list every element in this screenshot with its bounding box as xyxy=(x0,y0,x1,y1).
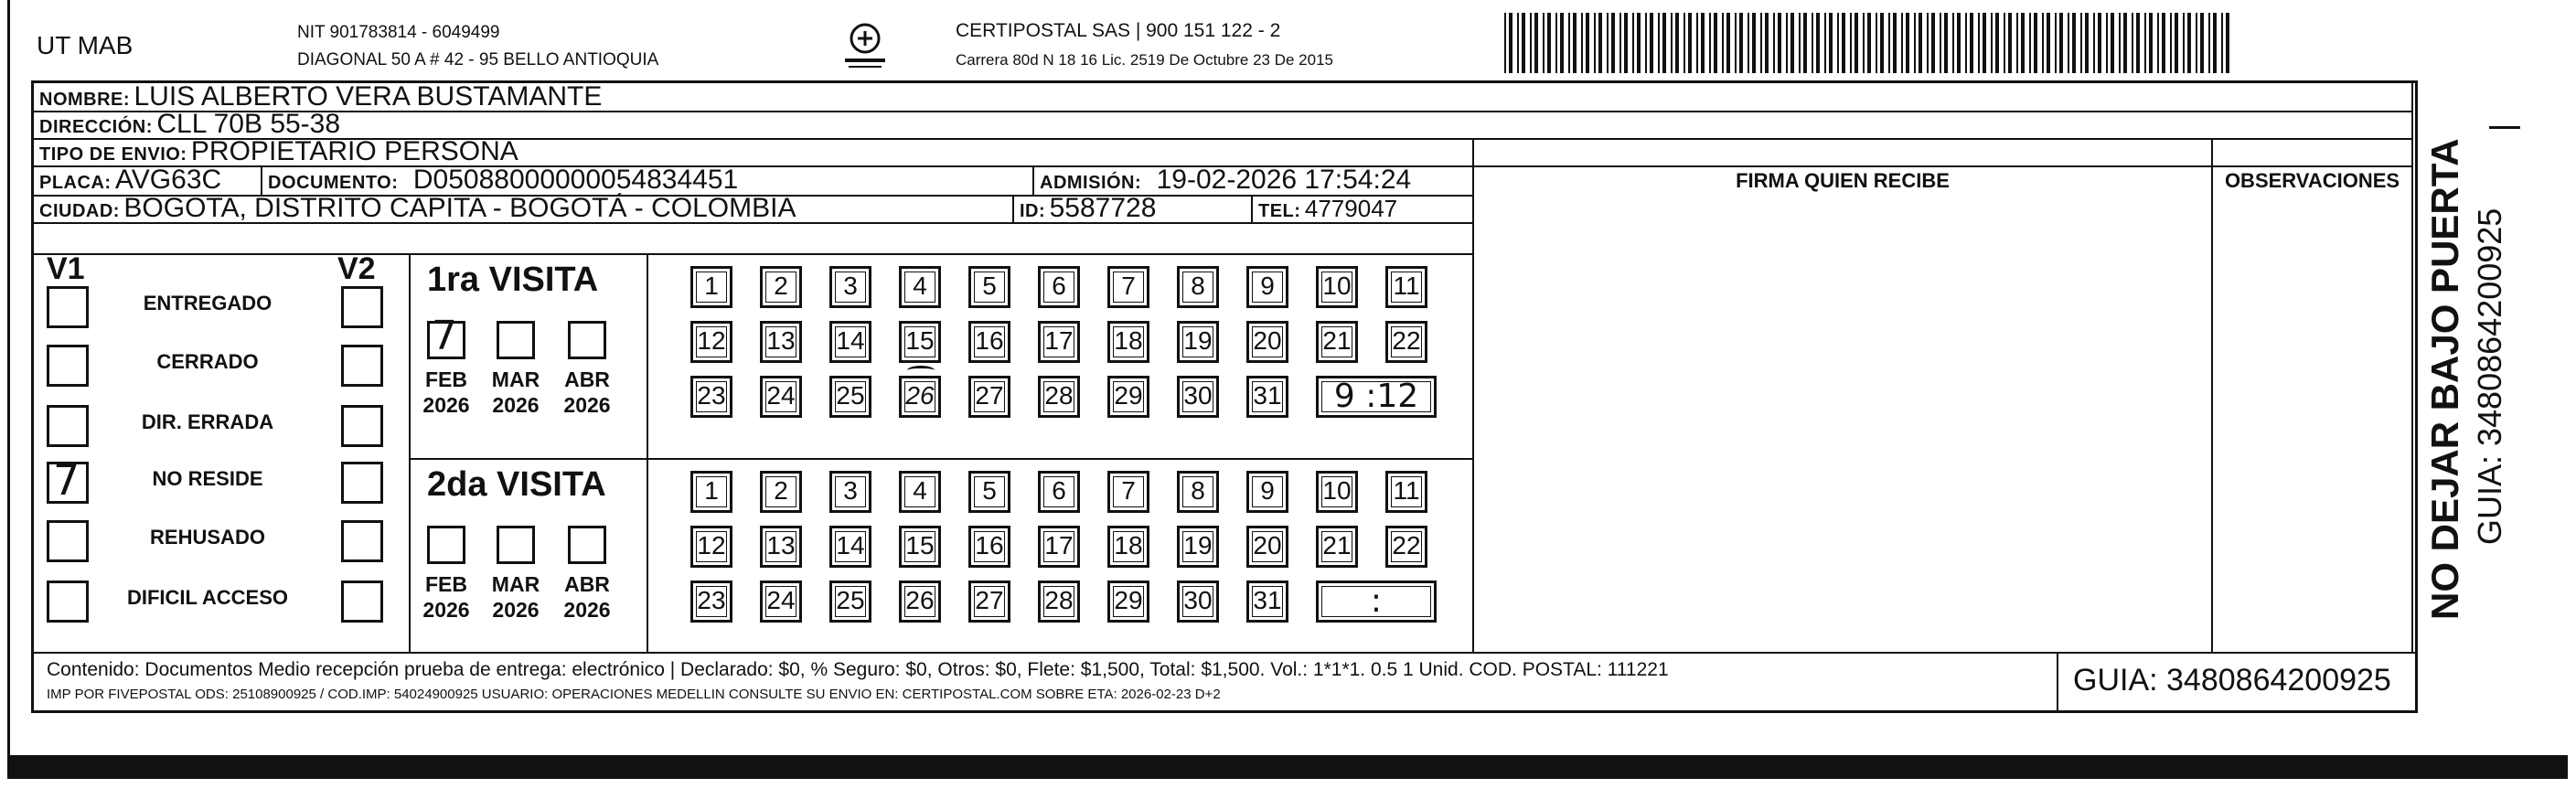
month-label: FEB 2026 xyxy=(422,368,470,417)
observaciones-header: OBSERVACIONES xyxy=(2224,169,2400,192)
visit-title: 2da VISITA xyxy=(427,465,606,504)
barcode-bar xyxy=(2157,13,2159,73)
barcode-bar xyxy=(2055,13,2057,73)
day-box[interactable]: 20 xyxy=(1246,321,1288,363)
barcode-bar xyxy=(1568,13,1570,73)
barcode-bar xyxy=(2008,13,2012,73)
day-box[interactable]: 5 xyxy=(968,266,1010,308)
month-label: ABR 2026 xyxy=(563,572,611,622)
margin-mark xyxy=(2489,126,2520,129)
barcode-bar xyxy=(1906,13,1909,73)
barcode-bar xyxy=(2170,13,2172,73)
day-box[interactable]: 14 xyxy=(829,321,871,363)
barcode-bar xyxy=(2119,13,2121,73)
day-box[interactable]: 13 xyxy=(760,526,802,568)
footer-contents: Contenido: Documentos Medio recepción prueba de entrega: electrónico | Declarado: $0, % Seguro: $0, Otros: $0, Flete: $1,500, Total: $1,500. Vol.: 1*1*1. 0.5 1 Unid. COD. POSTAL: 111221 xyxy=(47,659,1669,680)
ciudad-label: CIUDAD: xyxy=(39,201,120,221)
footer-print-info: IMP POR FIVEPOSTAL ODS: 25108900925 / COD.IMP: 54024900925 USUARIO: OPERACIONES MEDELLIN CONSULTE SU ENVIO EN: CERTIPOSTAL.COM SOBRE ETA: 2026-02-23 D+2 xyxy=(47,687,1221,702)
status-v2-checkbox[interactable] xyxy=(341,345,383,387)
day-box[interactable]: 20 xyxy=(1246,526,1288,568)
day-box[interactable]: 8 xyxy=(1177,471,1219,513)
day-box[interactable]: 31 xyxy=(1246,376,1288,418)
day-box[interactable]: 13 xyxy=(760,321,802,363)
status-option-label: NO RESIDE xyxy=(152,467,263,490)
footer-guia: GUIA: 3480864200925 xyxy=(2073,663,2391,698)
barcode-bar xyxy=(1983,13,1986,73)
barcode-bar xyxy=(2196,13,2197,73)
carrier-name: CERTIPOSTAL SAS | 900 151 122 - 2 xyxy=(956,20,1281,41)
barcode-bar xyxy=(1662,13,1666,73)
barcode-bar xyxy=(1773,13,1775,73)
barcode-bar xyxy=(2029,13,2031,73)
day-box[interactable]: 23 xyxy=(690,376,732,418)
day-box[interactable]: 24 xyxy=(760,581,802,623)
barcode-bar xyxy=(1581,13,1583,73)
day-box[interactable]: 8 xyxy=(1177,266,1219,308)
barcode-bar xyxy=(1504,13,1506,73)
day-box[interactable]: 15 xyxy=(899,321,941,363)
month-checkbox[interactable] xyxy=(427,526,465,564)
barcode-bar xyxy=(1799,13,1801,73)
barcode-bar xyxy=(1752,13,1756,73)
time-value: : xyxy=(1370,582,1383,620)
scan-edge-left xyxy=(7,0,10,779)
documento-value: D05088000000054834451 xyxy=(412,165,739,195)
day-box[interactable]: 30 xyxy=(1177,376,1219,418)
month-label: FEB 2026 xyxy=(422,572,470,622)
barcode-bar xyxy=(1709,13,1711,73)
day-box[interactable]: 30 xyxy=(1177,581,1219,623)
day-box[interactable]: 14 xyxy=(829,526,871,568)
status-option-label: DIFICIL ACCESO xyxy=(126,586,288,609)
barcode-bar xyxy=(1995,13,1999,73)
scan-edge xyxy=(7,755,2568,779)
month-checkbox[interactable] xyxy=(427,313,465,359)
status-option-label: CERRADO xyxy=(156,350,259,373)
barcode-bar xyxy=(1991,13,1993,73)
barcode-bar xyxy=(1701,13,1705,73)
id-row xyxy=(1020,193,1156,229)
status-v1-checkbox[interactable] xyxy=(47,345,89,387)
barcode-bar xyxy=(1573,13,1577,73)
day-box[interactable]: 22 xyxy=(1385,321,1427,363)
day-box[interactable]: 1 xyxy=(690,471,732,513)
ciudad-value: BOGOTA, DISTRITO CAPITA - BOGOTÁ - COLOMBIA xyxy=(123,193,796,223)
firma-area[interactable] xyxy=(1475,197,2210,650)
barcode-bar xyxy=(1850,13,1852,73)
barcode-bar xyxy=(2183,13,2185,73)
month-checkbox[interactable] xyxy=(568,321,606,359)
handwritten-circle-mark xyxy=(907,366,935,375)
barcode-bar xyxy=(1543,13,1545,73)
day-box[interactable]: 29 xyxy=(1107,581,1149,623)
barcode-bar xyxy=(1748,13,1749,73)
barcode-bar xyxy=(1735,13,1737,73)
barcode-bar xyxy=(1901,13,1903,73)
barcode-bar xyxy=(1671,13,1673,73)
barcode-bar xyxy=(2085,13,2089,73)
day-box[interactable]: 5 xyxy=(968,471,1010,513)
barcode-bar xyxy=(1714,13,1717,73)
barcode-bar xyxy=(1837,13,1839,73)
barcode-bar xyxy=(1829,13,1833,73)
barcode-bar xyxy=(1812,13,1813,73)
barcode-bar xyxy=(1931,13,1935,73)
barcode-bar xyxy=(1509,13,1512,73)
time-field[interactable] xyxy=(1316,581,1437,623)
day-box[interactable]: 28 xyxy=(1038,376,1080,418)
day-box[interactable]: 17 xyxy=(1038,526,1080,568)
day-box[interactable]: 6 xyxy=(1038,266,1080,308)
barcode-bar xyxy=(1970,13,1973,73)
day-box[interactable]: 18 xyxy=(1107,526,1149,568)
day-box[interactable]: 4 xyxy=(899,266,941,308)
company-address: DIAGONAL 50 A # 42 - 95 BELLO ANTIOQUIA xyxy=(297,50,659,69)
barcode-bar xyxy=(2221,13,2223,73)
barcode-bar xyxy=(1855,13,1858,73)
barcode-bar xyxy=(1530,13,1532,73)
barcode-bar xyxy=(2072,13,2076,73)
barcode-bar xyxy=(2162,13,2165,73)
company-name: UT MAB xyxy=(37,31,134,59)
tel-row xyxy=(1258,193,1397,229)
status-v2-checkbox[interactable] xyxy=(341,581,383,623)
day-box[interactable]: 26 xyxy=(899,581,941,623)
day-box[interactable]: 27 xyxy=(968,581,1010,623)
barcode-bar xyxy=(1760,13,1762,73)
month-label: MAR 2026 xyxy=(491,368,540,417)
barcode-bar xyxy=(1778,13,1781,73)
observaciones-area[interactable] xyxy=(2214,197,2410,650)
barcode-bar xyxy=(1863,13,1865,73)
barcode-bar xyxy=(1598,13,1602,73)
month-checkbox[interactable] xyxy=(568,526,606,564)
direccion-value: CLL 70B 55-38 xyxy=(156,109,341,139)
tipo-value: PROPIETARIO PERSONA xyxy=(190,136,518,166)
v2-header: V2 xyxy=(337,251,376,286)
barcode-bar xyxy=(2093,13,2095,73)
day-box[interactable]: 3 xyxy=(829,266,871,308)
day-box[interactable]: 16 xyxy=(968,526,1010,568)
status-v1-checkbox[interactable] xyxy=(47,455,89,505)
day-box[interactable]: 21 xyxy=(1316,321,1358,363)
tel-value: 4779047 xyxy=(1304,195,1398,222)
v1-header: V1 xyxy=(47,251,85,286)
barcode-bar xyxy=(2004,13,2005,73)
status-option-label: ENTREGADO xyxy=(143,292,273,314)
day-box[interactable]: 26 xyxy=(899,376,941,418)
side-warning: NO DEJAR BAJO PUERTA xyxy=(2423,138,2466,620)
barcode-bar xyxy=(2034,13,2037,73)
barcode-bar xyxy=(1611,13,1615,73)
time-field[interactable] xyxy=(1316,376,1437,418)
barcode-bar xyxy=(2080,13,2082,73)
handwritten-mark: 7 xyxy=(53,455,80,505)
id-label: ID: xyxy=(1020,201,1046,221)
day-box[interactable]: 18 xyxy=(1107,321,1149,363)
barcode-bar xyxy=(1555,13,1557,73)
barcode-bar xyxy=(2098,13,2101,73)
day-box[interactable]: 23 xyxy=(690,581,732,623)
status-v1-checkbox[interactable] xyxy=(47,581,89,623)
barcode-bar xyxy=(1726,13,1730,73)
barcode-bar xyxy=(2111,13,2114,73)
barcode-bar xyxy=(1893,13,1897,73)
time-value: 9 :12 xyxy=(1333,378,1419,415)
barcode-bar xyxy=(1688,13,1692,73)
day-box[interactable]: 24 xyxy=(760,376,802,418)
barcode-bar xyxy=(1624,13,1628,73)
month-checkbox[interactable] xyxy=(497,526,535,564)
barcode-bar xyxy=(1880,13,1884,73)
day-box[interactable]: 9 xyxy=(1246,471,1288,513)
barcode-bar xyxy=(1867,13,1871,73)
barcode-bar xyxy=(1978,13,1980,73)
barcode-bar xyxy=(2175,13,2178,73)
status-v1-checkbox[interactable] xyxy=(47,405,89,447)
day-box[interactable]: 9 xyxy=(1246,266,1288,308)
day-box[interactable]: 10 xyxy=(1316,266,1358,308)
carrier-address: Carrera 80d N 18 16 Lic. 2519 De Octubre 23 De 2015 xyxy=(956,51,1333,69)
barcode-bar xyxy=(1586,13,1589,73)
barcode-bar xyxy=(2187,13,2191,73)
barcode-bar xyxy=(2021,13,2025,73)
barcode-bar xyxy=(2144,13,2146,73)
day-box[interactable]: 11 xyxy=(1385,471,1427,513)
barcode-bar xyxy=(2047,13,2050,73)
day-box[interactable]: 29 xyxy=(1107,376,1149,418)
barcode-bar xyxy=(1534,13,1538,73)
day-box[interactable]: 19 xyxy=(1177,321,1219,363)
day-box[interactable]: 16 xyxy=(968,321,1010,363)
barcode-bar xyxy=(2200,13,2204,73)
admision-value: 19-02-2026 17:54:24 xyxy=(1156,165,1412,195)
direccion-label: DIRECCIÓN: xyxy=(39,117,153,137)
barcode-bar xyxy=(1914,13,1916,73)
day-box[interactable]: 21 xyxy=(1316,526,1358,568)
month-label: ABR 2026 xyxy=(563,368,611,417)
documento-label: DOCUMENTO: xyxy=(268,173,399,193)
visit-title: 1ra VISITA xyxy=(427,261,599,299)
barcode-bar xyxy=(2213,13,2217,73)
barcode-bar xyxy=(1522,13,1525,73)
barcode-bar xyxy=(1594,13,1596,73)
month-checkbox[interactable] xyxy=(497,321,535,359)
firma-header: FIRMA QUIEN RECIBE xyxy=(1736,169,1950,192)
barcode-bar xyxy=(1790,13,1794,73)
tipo-label: TIPO DE ENVIO: xyxy=(39,144,187,165)
ciudad-row xyxy=(39,193,796,229)
delivery-form xyxy=(31,80,2418,713)
barcode-bar xyxy=(1927,13,1929,73)
barcode-bar xyxy=(1944,13,1948,73)
day-box[interactable]: 3 xyxy=(829,471,871,513)
status-v2-checkbox[interactable] xyxy=(341,405,383,447)
day-box[interactable]: 2 xyxy=(760,266,802,308)
status-v1-checkbox[interactable] xyxy=(47,286,89,328)
barcode-bar xyxy=(2149,13,2153,73)
barcode-bar xyxy=(1803,13,1807,73)
barcode-bar xyxy=(1722,13,1724,73)
side-guia: GUIA: 3480864200925 xyxy=(2471,208,2508,545)
day-box[interactable]: 19 xyxy=(1177,526,1219,568)
certipostal-logo-icon xyxy=(841,20,889,71)
barcode-bar xyxy=(2226,13,2229,73)
day-box[interactable]: 15 xyxy=(899,526,941,568)
barcode-bar xyxy=(1658,13,1660,73)
month-label: MAR 2026 xyxy=(491,572,540,622)
barcode-bar xyxy=(2132,13,2133,73)
barcode-bar xyxy=(2123,13,2127,73)
barcode-bar xyxy=(1547,13,1551,73)
day-box[interactable]: 25 xyxy=(829,376,871,418)
day-box[interactable]: 22 xyxy=(1385,526,1427,568)
day-box[interactable]: 7 xyxy=(1107,266,1149,308)
status-v2-checkbox[interactable] xyxy=(341,520,383,562)
day-box[interactable]: 11 xyxy=(1385,266,1427,308)
barcode-bar xyxy=(1965,13,1967,73)
nombre-label: NOMBRE: xyxy=(39,90,131,110)
status-v1-checkbox[interactable] xyxy=(47,520,89,562)
status-v2-checkbox[interactable] xyxy=(341,286,383,328)
barcode-bar xyxy=(2059,13,2063,73)
day-box[interactable]: 10 xyxy=(1316,471,1358,513)
admision-label: ADMISIÓN: xyxy=(1040,173,1142,193)
nombre-value: LUIS ALBERTO VERA BUSTAMANTE xyxy=(134,81,603,112)
barcode-bar xyxy=(1824,13,1826,73)
barcode-bar xyxy=(2136,13,2140,73)
day-box[interactable]: 27 xyxy=(968,376,1010,418)
day-box[interactable]: 12 xyxy=(690,526,732,568)
barcode-bar xyxy=(2208,13,2210,73)
barcode-bar xyxy=(2106,13,2108,73)
barcode-bar xyxy=(1940,13,1941,73)
day-box[interactable]: 31 xyxy=(1246,581,1288,623)
day-box[interactable]: 25 xyxy=(829,581,871,623)
barcode-bar xyxy=(1683,13,1685,73)
day-box[interactable]: 17 xyxy=(1038,321,1080,363)
barcode-bar xyxy=(2016,13,2018,73)
day-box[interactable]: 1 xyxy=(690,266,732,308)
day-box[interactable]: 12 xyxy=(690,321,732,363)
day-box[interactable]: 2 xyxy=(760,471,802,513)
barcode-bar xyxy=(1619,13,1621,73)
day-box[interactable]: 7 xyxy=(1107,471,1149,513)
barcode-bar xyxy=(1919,13,1922,73)
day-box[interactable]: 6 xyxy=(1038,471,1080,513)
barcode-bar xyxy=(2042,13,2044,73)
barcode-bar xyxy=(1607,13,1609,73)
barcode-bar xyxy=(1632,13,1634,73)
barcode-bar xyxy=(1842,13,1845,73)
barcode-bar xyxy=(1765,13,1769,73)
barcode-bar xyxy=(1888,13,1890,73)
barcode-bar xyxy=(1560,13,1564,73)
day-box[interactable]: 4 xyxy=(899,471,941,513)
day-box[interactable]: 28 xyxy=(1038,581,1080,623)
barcode-bar xyxy=(1739,13,1743,73)
handwritten-mark: 7 xyxy=(432,313,457,359)
barcode-bar xyxy=(1876,13,1877,73)
barcode-bar xyxy=(1816,13,1820,73)
barcode-bar xyxy=(1650,13,1653,73)
barcode-bar xyxy=(1675,13,1679,73)
id-value: 5587728 xyxy=(1049,193,1157,223)
placa-label: PLACA: xyxy=(39,173,112,193)
status-v2-checkbox[interactable] xyxy=(341,462,383,504)
barcode-bar xyxy=(1952,13,1954,73)
barcode-bar xyxy=(1786,13,1788,73)
barcode-bar xyxy=(1517,13,1519,73)
tel-label: TEL: xyxy=(1258,201,1301,221)
barcode-icon xyxy=(1504,13,2236,73)
barcode-bar xyxy=(1696,13,1698,73)
placa-value: AVG63C xyxy=(115,165,222,195)
company-nit: NIT 901783814 - 6049499 xyxy=(297,23,500,42)
barcode-bar xyxy=(2068,13,2069,73)
barcode-bar xyxy=(1645,13,1647,73)
barcode-bar xyxy=(1957,13,1961,73)
barcode-bar xyxy=(1637,13,1641,73)
status-option-label: DIR. ERRADA xyxy=(141,410,274,433)
status-option-label: REHUSADO xyxy=(150,526,265,549)
